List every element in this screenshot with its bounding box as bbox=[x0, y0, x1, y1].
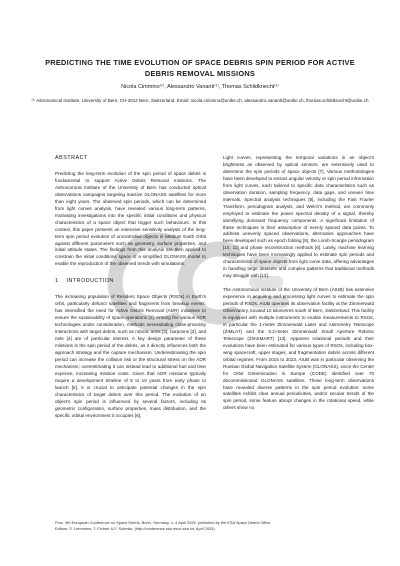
author-list: Nicola Cimmino⁽¹⁾, Alessandro Vananti⁽¹⁾, Thomas Schildknecht⁽¹⁾ bbox=[121, 84, 279, 90]
introduction-heading bbox=[55, 278, 206, 285]
left-column bbox=[55, 155, 206, 427]
introduction-paragraph-1: The increasing population of Resident Space Objects (RSOs) in Earth's orbit, particularly defunct satellites and fragments from breakup events, has intensified the need for Active Debris Removal (ADR) initiatives to ensure the sustainability of space operations [1]. Among the various ADR technologies under consideration, methods necessitating close-proximity interactions with target debris, such as robotic arms [2], harpoons [3], and nets [4] are of particular interest. A key design parameter of these missions is the spin period of the debris, as it directly influences both the approach strategy and the capture mechanism. Underestimating the spin period can increase the collision risk or the structural stress on the ADR mechanism; overestimating it can instead lead to additional fuel and time expense, increasing mission costs. Given that ADR missions typically require a development timeline of 5 to 10 years from early phase to launch [5], it is crucial to anticipate potential changes in the spin characteristics of target debris over this period. The evolution of an object's spin period is influenced by several factors, including its geometric configuration, surface properties, mass distribution, and the specific orbital environment it occupies [6]. bbox=[55, 294, 206, 418]
page-footer bbox=[55, 520, 355, 532]
body-paragraph-light-curves: Light curves, representing the temporal variations in an object's brightness as observed by optical sensors, are extensively used to determine the spin periods of space objects [7]. Various methodologies have been developed to extract angular velocity or spin period information from light curves, each tailored to specific data characteristics such as observation duration, sampling frequency, data gaps, and uneven time intervals. Spectral analysis techniques [8], including the Fast Fourier Transform, periodogram analysis, and Welch's method, are commonly employed to estimate the power spectral density of a signal, thereby identifying dominant frequency components. A significant limitation of these techniques is their assumption of evenly spaced data points. To address unevenly spaced observations, alternative approaches have been developed such as epoch folding [9], the Lomb-Scargle periodogram [10, 11] and phase reconstruction methods [6]. Lately, machine learning techniques have been increasingly applied to estimate spin periods and characteristics of space objects from light curve data, offering advantages in handling large datasets and complex patterns that traditional methods may struggle with [12]. bbox=[223, 155, 374, 279]
section-number: 1 bbox=[55, 278, 59, 285]
right-column bbox=[223, 155, 374, 419]
section-title: INTRODUCTION bbox=[66, 278, 114, 285]
footer-editors: Editors: S. Lemmens, T. Flohrer & F. Schmitz, (http://conference.sdo.esoc.esa.int, April 2025) bbox=[55, 525, 215, 531]
affiliation: ⁽¹⁾ Astronomical Institute, University of Bern, CH-3012 Bern, Switzerland. Email: nicola.cimmino@unibe.ch, alessandro.vananti@unibe.ch, thomas.schildknecht@unibe.ch bbox=[31, 98, 369, 103]
footer-proceedings: Proc. 9th European Conference on Space Debris, Bonn, Germany, 1–4 April 2025, published by the ESA Space Debris Office bbox=[55, 520, 271, 525]
body-paragraph-aiub: The Astronomical Institute of the University of Bern (AIUB) has extensive experience in acquiring and processing light curves to estimate the spin periods of RSOs. AIUB operates its observation facility at the Zimmerwald Observatory, located 10 kilometres south of Bern, Switzerland. This facility is equipped with multiple instruments to enable measurements to RSOs, in particular the 1-meter Zimmerwald Laser and Astrometry Telescope (ZIMLAT) and the 0.2-meter Zimmerwald Small Aperture Robotic Telescope (ZimSMART) [13]. Apparent rotational periods and their evolutions have been estimated for various types of RSOs, including box-wing spacecraft, upper stages, and fragmentation debris across different orbital regimes. From 2015 to 2023, AIUB was in particular observing the Russian Global Navigation Satellite System (GLONASS), since the Center for Orbit Determination in Europe (CODE) identified over 70 decommissioned GLONASS satellites. These long-term observations have revealed diverse patterns in the spin period evolution: some satellites exhibit clear annual periodicities, and/or secular trends of the spin period, some feature abrupt changes in the rotational speed, while others show no bbox=[223, 287, 374, 411]
abstract-text: Predicting the long-term evolution of the spin period of space debris is fundamental to support Active Debris Removal missions. The Astronomical Institute of the University of Bern has conducted optical observations campaigns targeting inactive GLONASS satellites for more than eight years. The observed spin periods, which can be determined from light curves analysis, have revealed various long-term patterns, motivating investigations into the specific initial conditions and physical characteristics of a space object that trigger such behaviours. In this context, this paper presents an extensive sensitivity analysis of the long-term spin period evolution of uncontrolled objects in Medium Earth Orbit against different parameters such as geometry, surface properties, and initial attitude states. The findings from this analysis are then applied to constrain the initial conditions space of a simplified GLONASS model to enable the reproduction of the observed trends with simulations. bbox=[55, 171, 206, 267]
abstract-heading: ABSTRACT bbox=[55, 155, 88, 161]
paper-title: PREDICTING THE TIME EVOLUTION OF SPACE DEBRIS SPIN PERIOD FOR ACTIVE DEBRIS REMOVAL MISSIONS bbox=[45, 58, 355, 78]
